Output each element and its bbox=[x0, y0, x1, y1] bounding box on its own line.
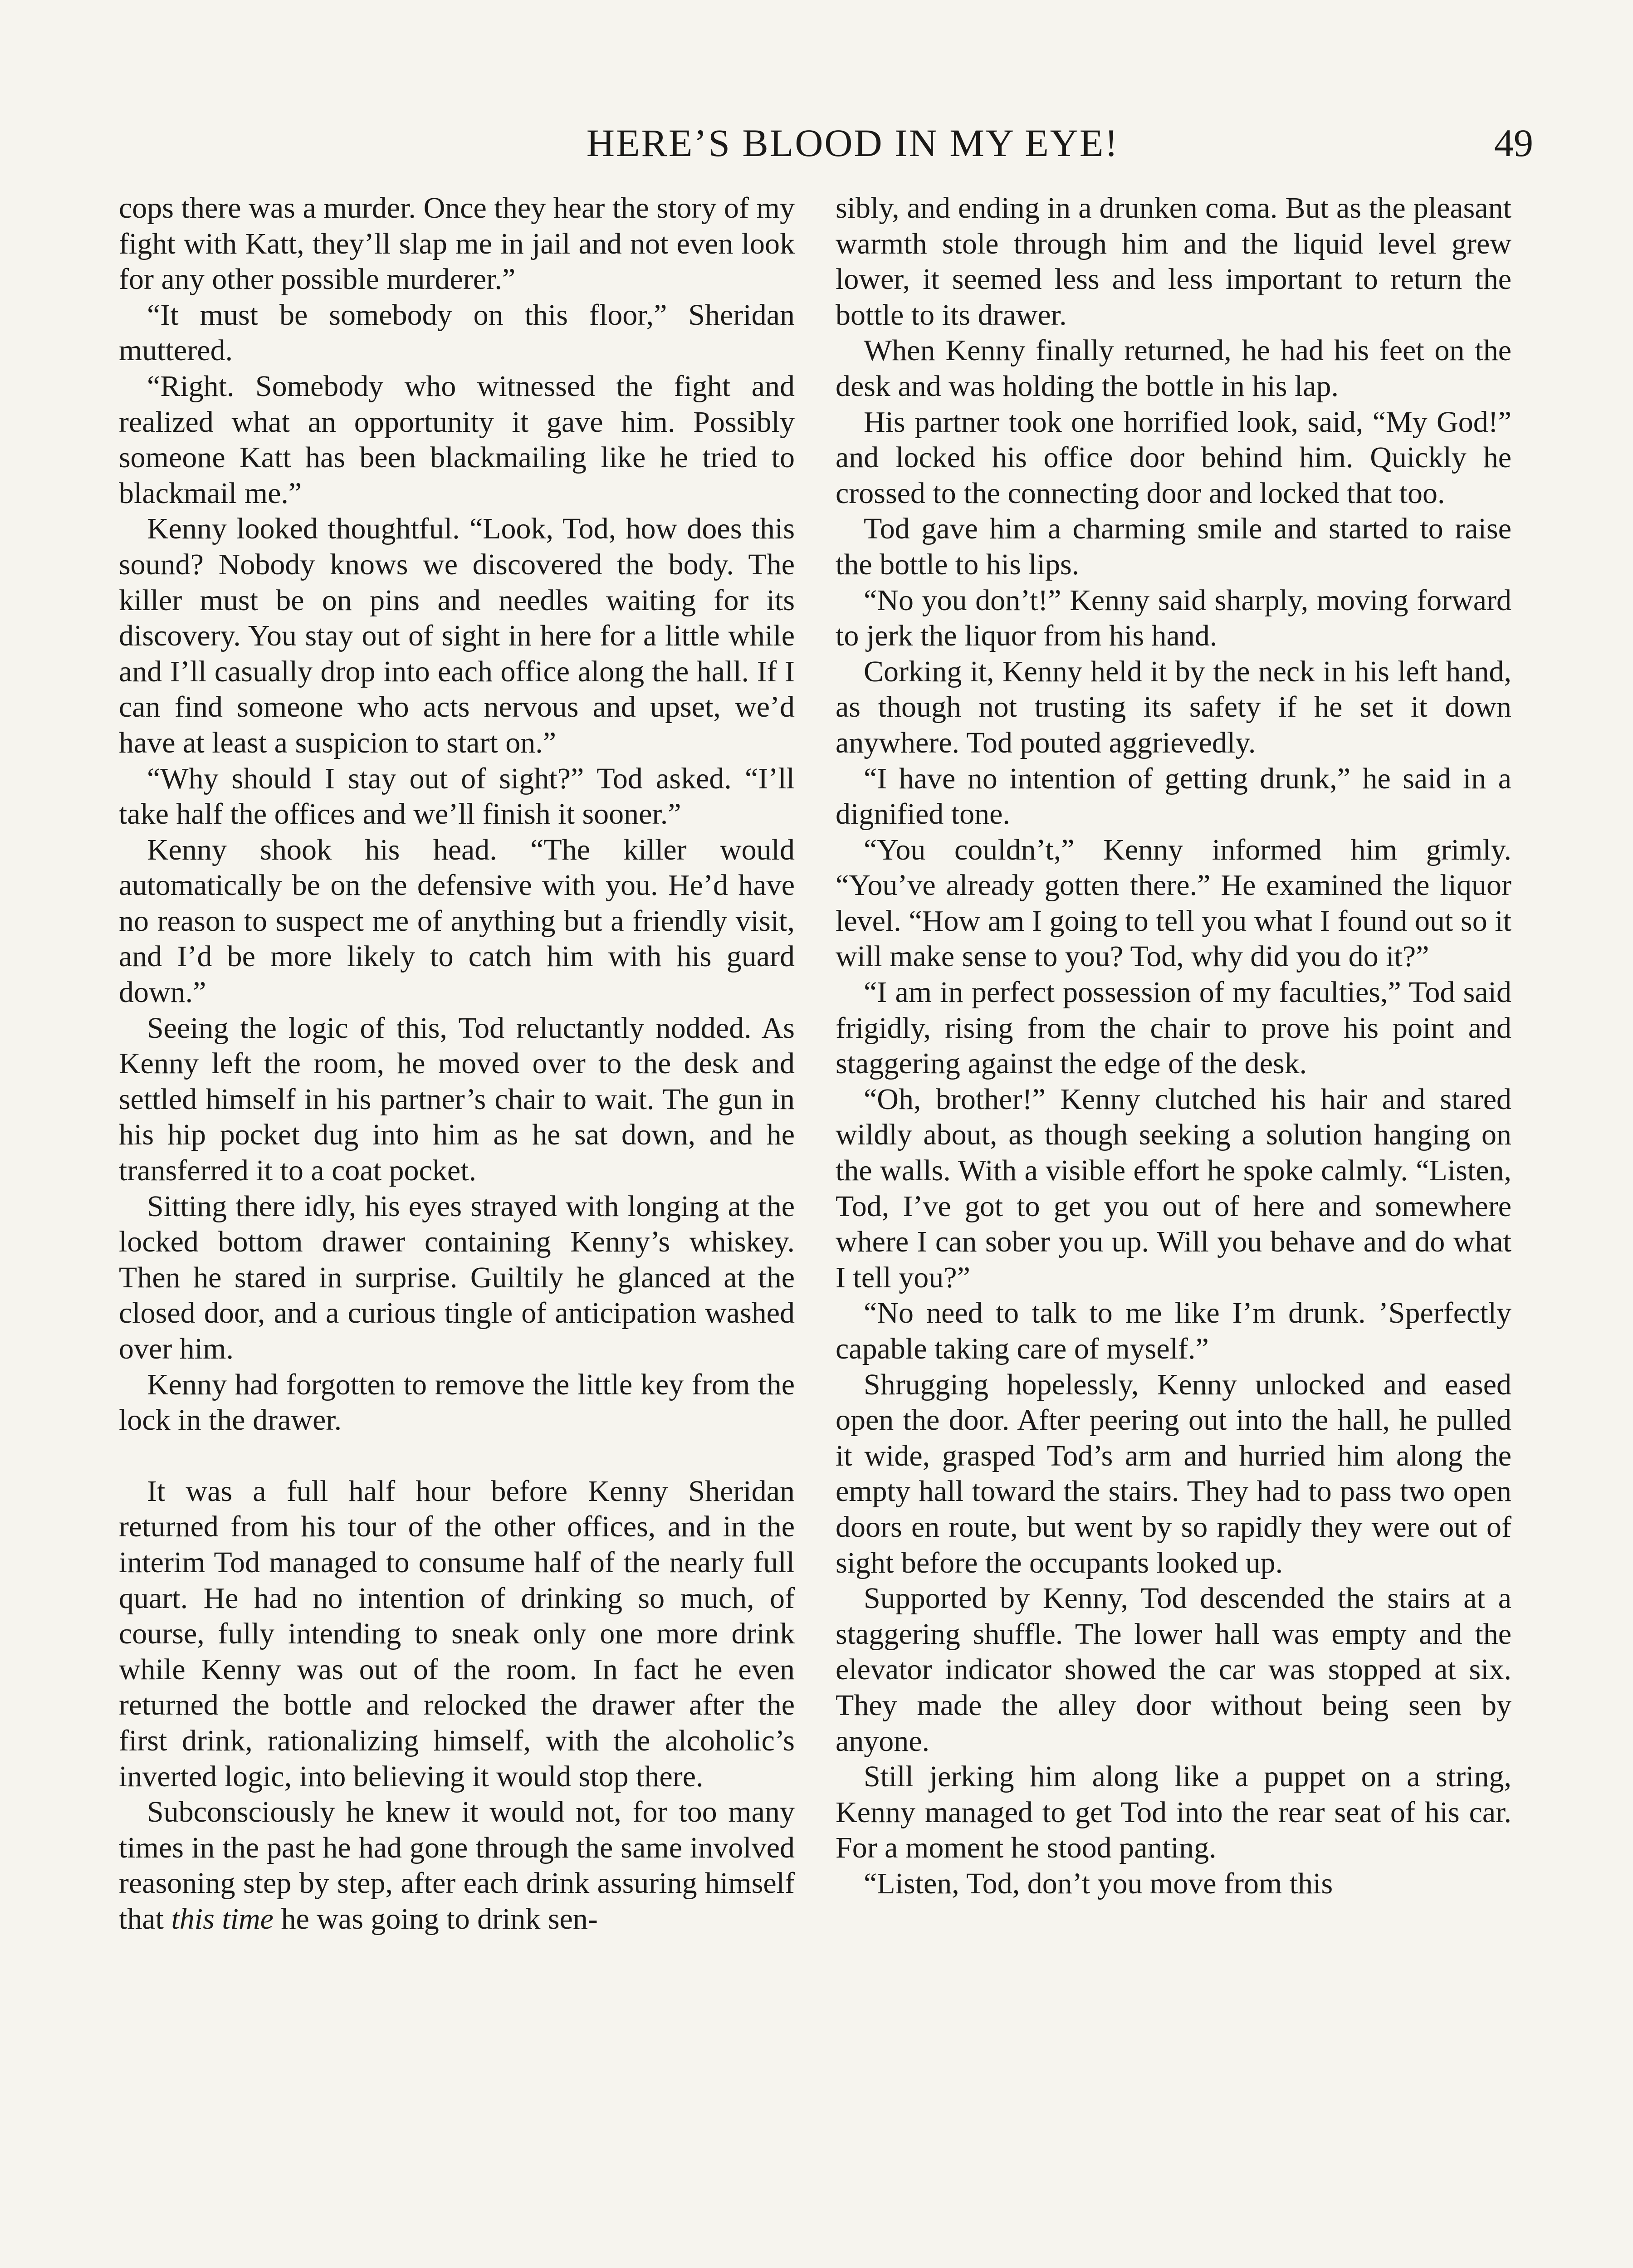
paragraph-text: he was going to drink sen- bbox=[281, 1902, 598, 1936]
paragraph: Corking it, Kenny held it by the neck in his left hand, as though not trusting its safety if he set it down anywhere. Tod pouted aggrievedly. bbox=[836, 655, 1511, 759]
paragraph: Tod gave him a charming smile and started to raise the bottle to his lips. bbox=[836, 512, 1511, 581]
paragraph: Sitting there idly, his eyes strayed with longing at the locked bottom drawer containing Kenny’s whiskey. Then he stared in surprise. Guiltily he glanced at the closed door, and a curious tingle of anticipation washed over him. bbox=[119, 1189, 795, 1365]
paragraph: cops there was a murder. Once they hear the story of my fight with Katt, they’ll slap me in jail and not even look for any other possible murderer.” bbox=[119, 191, 795, 296]
paragraph-text: Subconsciously he knew it would not, for too many times in the past he had gone through the same involved reasoning step by step, after each drink assuring himself that bbox=[119, 1795, 795, 1936]
paragraph: Kenny looked thoughtful. “Look, Tod, how does this sound? Nobody knows we discovered the body. The killer must be on pins and needles waiting for its discovery. You stay out of sight in here for a little while and I’ll casually drop into each office along the hall. If I can find someone who acts nervous and upset, we’d have at least a suspicion to start on.” bbox=[119, 512, 795, 759]
paragraph: Still jerking him along like a puppet on a string, Kenny managed to get Tod into the rear seat of his car. For a moment he stood panting. bbox=[836, 1760, 1511, 1865]
paragraph: “Why should I stay out of sight?” Tod asked. “I’ll take half the offices and we’ll finish it sooner.” bbox=[119, 762, 795, 831]
paragraph: “No you don’t!” Kenny said sharply, moving forward to jerk the liquor from his hand. bbox=[836, 583, 1511, 653]
paragraph: Supported by Kenny, Tod descended the stairs at a staggering shuffle. The lower hall was empty and the elevator indicator showed the car was stopped at six. They made the alley door without being seen by anyone. bbox=[836, 1582, 1511, 1758]
page-number: 49 bbox=[1494, 121, 1533, 165]
left-column bbox=[119, 191, 795, 1937]
paragraph: “I am in perfect possession of my faculties,” Tod said frigidly, rising from the chair to prove his point and staggering against the edge of the desk. bbox=[836, 976, 1511, 1080]
paragraph bbox=[119, 1794, 795, 1937]
paragraph: “It must be somebody on this floor,” Sheridan muttered. bbox=[119, 298, 795, 367]
paragraph: His partner took one horrified look, said, “My God!” and locked his office door behind him. Quickly he crossed to the connecting door and locked that too. bbox=[836, 405, 1511, 510]
paragraph: “I have no intention of getting drunk,” he said in a dignified tone. bbox=[836, 762, 1511, 831]
paragraph: Kenny had forgotten to remove the little key from the lock in the drawer. bbox=[119, 1368, 795, 1437]
paragraph: “Right. Somebody who witnessed the fight and realized what an opportunity it gave him. Possibly someone Katt has been blackmailing like he tried to blackmail me.” bbox=[119, 369, 795, 510]
paragraph: Seeing the logic of this, Tod reluctantly nodded. As Kenny left the room, he moved over to the desk and settled himself in his partner’s chair to wait. The gun in his hip pocket dug into him as he sat down, and he transferred it to a coat pocket. bbox=[119, 1011, 795, 1188]
paragraph: Shrugging hopelessly, Kenny unlocked and eased open the door. After peering out into the hall, he pulled it wide, grasped Tod’s arm and hurried him along the empty hall toward the stairs. They had to pass two open doors en route, but went by so rapidly they were out of sight before the occupants looked up. bbox=[836, 1368, 1511, 1579]
paragraph: “No need to talk to me like I’m drunk. ’Sperfectly capable taking care of myself.” bbox=[836, 1296, 1511, 1365]
paragraph: “You couldn’t,” Kenny informed him grimly. “You’ve already gotten there.” He examined the liquor level. “How am I going to tell you what I found out so it will make sense to you? Tod, why did you do it?” bbox=[836, 833, 1511, 973]
running-title: HERE’S BLOOD IN MY EYE! bbox=[586, 121, 1120, 165]
italic-emphasis: this time bbox=[171, 1902, 274, 1936]
right-column bbox=[836, 191, 1511, 1902]
paragraph-section-start: It was a full half hour before Kenny Sheridan returned from his tour of the other offices, and in the interim Tod managed to consume half of the nearly full quart. He had no intention of drinking so much, of course, fully intending to sneak only one more drink while Kenny was out of the room. In fact he even returned the bottle and relocked the drawer after the first drink, rationalizing himself, with the alcoholic’s inverted logic, into believing it would stop there. bbox=[119, 1474, 795, 1793]
paragraph: sibly, and ending in a drunken coma. But as the pleasant warmth stole through him and the liquid level grew lower, it seemed less and less important to return the bottle to its drawer. bbox=[836, 191, 1511, 332]
paragraph: When Kenny finally returned, he had his feet on the desk and was holding the bottle in his lap. bbox=[836, 334, 1511, 403]
paragraph: Kenny shook his head. “The killer would automatically be on the defensive with you. He’d have no reason to suspect me of anything but a friendly visit, and I’d be more likely to catch him with his guard down.” bbox=[119, 833, 795, 1009]
page-header bbox=[0, 113, 1633, 172]
paragraph: “Listen, Tod, don’t you move from this bbox=[864, 1867, 1333, 1900]
paragraph: “Oh, brother!” Kenny clutched his hair and stared wildly about, as though seeking a solution hanging on the walls. With a visible effort he spoke calmly. “Listen, Tod, I’ve got to get you out of here and somewhere where I can sober you up. Will you behave and do what I tell you?” bbox=[836, 1082, 1511, 1294]
